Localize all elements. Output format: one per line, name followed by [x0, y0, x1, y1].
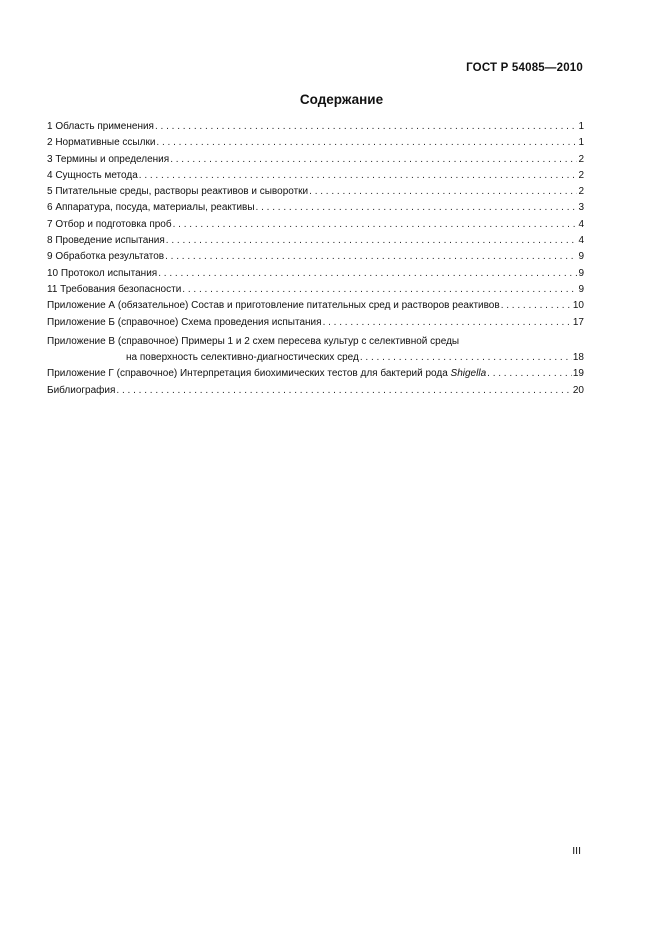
- toc-entry[interactable]: [47, 233, 584, 249]
- leader-dots: [170, 152, 577, 168]
- toc-entry[interactable]: [47, 266, 584, 282]
- toc-entry-label: 1 Область применения: [47, 121, 154, 132]
- leader-dots: [360, 350, 572, 366]
- toc-entry-label: 4 Сущность метода: [47, 169, 138, 181]
- toc-entry[interactable]: [47, 383, 584, 399]
- leader-dots: [173, 217, 578, 233]
- leader-dots: [158, 266, 577, 282]
- table-of-contents: [47, 119, 584, 399]
- leader-dots: [256, 200, 578, 216]
- toc-entry[interactable]: [47, 119, 584, 135]
- toc-entry-label: 3 Термины и определения: [47, 153, 170, 165]
- leader-dots: [501, 298, 572, 314]
- toc-entry-label: Приложение Б (справочное) Схема проведения испытания: [47, 316, 322, 328]
- leader-dots: [487, 366, 572, 382]
- toc-entry-label: 10 Протокол испытания: [47, 267, 158, 279]
- toc-entry-page: 9: [578, 251, 584, 263]
- toc-entry[interactable]: [47, 217, 584, 233]
- toc-entry-page: 4: [578, 235, 584, 247]
- toc-entry-page: 10: [572, 300, 584, 312]
- leader-dots: [323, 315, 572, 331]
- toc-entry-page: 9: [578, 267, 584, 279]
- toc-entry-page: 9: [578, 283, 584, 295]
- toc-entry-page: 1: [578, 137, 584, 149]
- toc-entry-page: 4: [578, 218, 584, 230]
- toc-entry[interactable]: [47, 184, 584, 200]
- toc-entry-page: 19: [572, 368, 584, 380]
- toc-entry-label: Приложение А (обязательное) Состав и приготовление питательных сред и растворов реактивов: [47, 300, 500, 312]
- toc-entry-label: 5 Питательные среды, растворы реактивов и сыворотки: [47, 186, 309, 198]
- toc-entry[interactable]: [47, 315, 584, 331]
- toc-entry-label: 11 Требования безопасности: [47, 283, 182, 295]
- toc-entry-page: 2: [578, 186, 584, 198]
- toc-entry[interactable]: [47, 135, 584, 151]
- toc-entry-label-text: Приложение Г (справочное) Интерпретация биохимических тестов для бактерий рода: [47, 368, 448, 380]
- toc-entry-label: 9 Обработка результатов: [47, 251, 165, 263]
- toc-entry[interactable]: [47, 366, 584, 382]
- toc-entry-label-continued: на поверхность селективно-диагностических сред: [126, 352, 359, 364]
- toc-entry-page: 3: [578, 202, 584, 214]
- toc-entry-label: Приложение В (справочное) Примеры 1 и 2 схем пересева культур с селективной среды: [47, 335, 460, 347]
- document-number-header: ГОСТ Р 54085—2010: [466, 62, 583, 74]
- toc-entry[interactable]: [47, 168, 584, 184]
- toc-entry-label: [47, 366, 486, 382]
- toc-entry-label: 6 Аппаратура, посуда, материалы, реактивы: [47, 202, 255, 214]
- leader-dots: [139, 168, 578, 184]
- toc-entry-label: 8 Проведение испытания: [47, 235, 165, 247]
- toc-entry-page: 2: [578, 169, 584, 181]
- toc-entry-label: 7 Отбор и подготовка проб: [47, 218, 172, 230]
- toc-entry-label-italic: Shigella: [450, 368, 487, 380]
- toc-entry[interactable]: [47, 334, 584, 367]
- leader-dots: [155, 119, 577, 135]
- toc-entry-label: 2 Нормативные ссылки: [47, 137, 156, 149]
- toc-entry-label: Библиография: [47, 384, 116, 396]
- toc-entry-page: 1: [578, 121, 584, 132]
- toc-entry-page: 20: [572, 384, 584, 396]
- toc-entry[interactable]: [47, 200, 584, 216]
- toc-entry[interactable]: [47, 298, 584, 314]
- leader-dots: [165, 249, 577, 265]
- leader-dots: [166, 233, 578, 249]
- toc-title: Содержание: [299, 92, 384, 107]
- leader-dots: [116, 383, 571, 399]
- leader-dots: [182, 282, 577, 298]
- leader-dots: [156, 135, 577, 151]
- toc-entry-page: 17: [572, 316, 584, 328]
- toc-entry-page: 18: [572, 352, 584, 364]
- leader-dots: [309, 184, 577, 200]
- toc-entry[interactable]: [47, 249, 584, 265]
- toc-entry[interactable]: [47, 282, 584, 298]
- page-number: III: [572, 845, 581, 857]
- toc-entry[interactable]: [47, 152, 584, 168]
- toc-entry-page: 2: [578, 153, 584, 165]
